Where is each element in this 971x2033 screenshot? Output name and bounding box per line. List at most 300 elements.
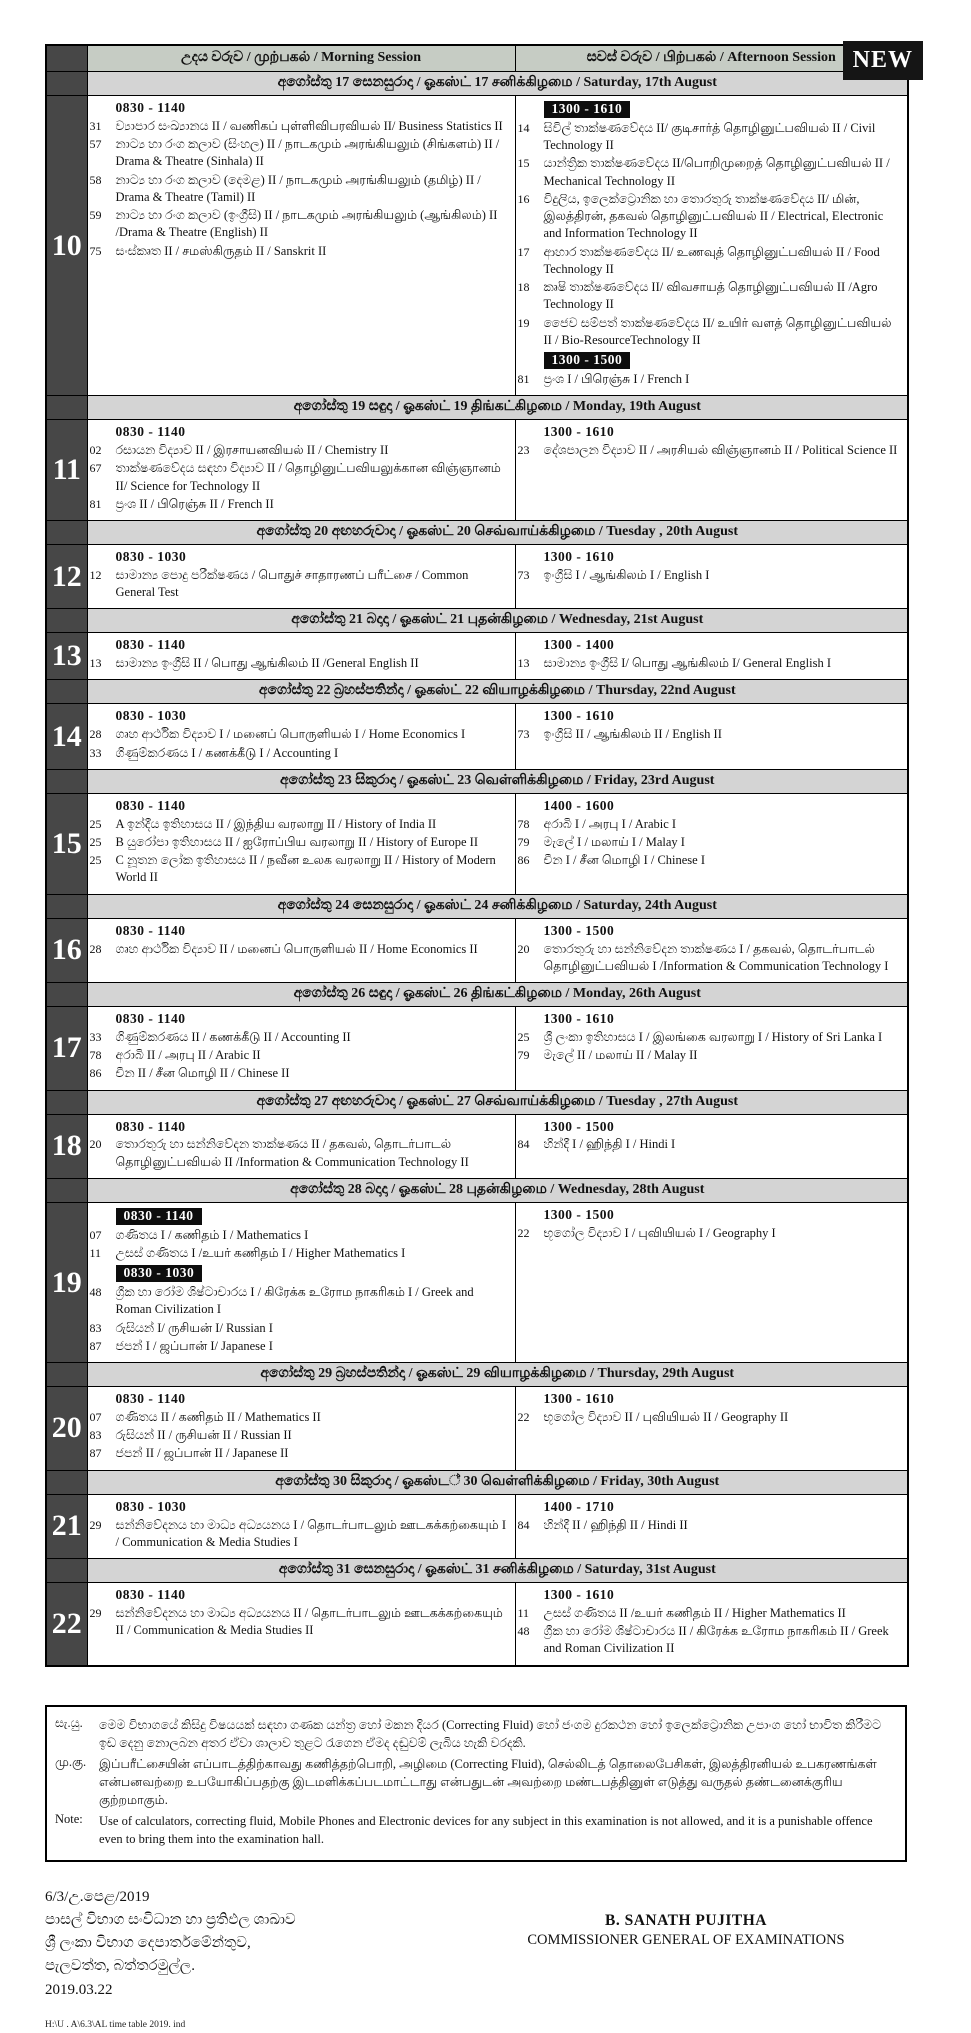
session-time: 1300 - 1610 <box>543 549 615 565</box>
day-number: 21 <box>46 1494 87 1558</box>
subject-name: සංස්කෘත II / சமஸ்கிருதம் II / Sanskrit II <box>115 243 327 258</box>
subject-row <box>517 567 902 584</box>
subject-name: කෘෂි තාක්ෂණවේදය II/ விவசாயத் தொழினுட்பவியல் II /Agro Technology II <box>543 280 878 312</box>
subject-code: 25 <box>89 816 102 831</box>
subject-name: භූගෝල විද්‍යාව II / புவியியல் II / Geography II <box>543 1409 789 1424</box>
signatory-title: COMMISSIONER GENERAL OF EXAMINATIONS <box>527 1931 845 1948</box>
session-time: 1300 - 1610 <box>543 424 615 440</box>
note-text-tamil: இப்பரீட்சையின் எப்பாடத்திற்காவது கணித்தற்பொறி, அழிமை (Correcting Fluid), செல்லிடத் தொலைபேசிகள், இலத்திரனியல் உபகரணங்கள் என்பனவற்றை உபயோகிப்பதற்கு இடமளிக்கப்படமாட்டாது என்பதுடன் அவற்றை மண்டபத்தினுள் எடுத்து வருதல் தண்டனைக்குரிய குற்றமாகும். <box>99 1756 877 1808</box>
subject-row <box>89 442 509 459</box>
day-row <box>46 1494 908 1558</box>
subject-row <box>89 136 509 171</box>
subject-name: චීන I / சீன மொழி I / Chinese I <box>543 853 706 868</box>
date-header: අගෝස්තු 19 සඳුදා / ஓகஸ்ட் 19 திங்கட்கிழமை / Monday, 19th August <box>87 396 908 420</box>
afternoon-cell <box>515 420 908 521</box>
subject-row <box>89 1409 509 1426</box>
subject-row <box>89 1605 509 1640</box>
subject-code: 23 <box>517 443 530 458</box>
footer-left-block <box>45 1886 465 2033</box>
footer <box>45 1886 907 2033</box>
note-row-tamil <box>55 1755 897 1809</box>
subject-row <box>517 120 902 155</box>
subject-name: සන්නිවේදනය හා මාධ්‍ය අධ්‍යයනය I / தொடர்பாடலும் ஊடகக்கற்கையும் I / Communication & Media Studies I <box>115 1517 506 1549</box>
note-label-sinhala: සැ.යු. <box>55 1715 83 1730</box>
session-time: 1300 - 1500 <box>543 1118 615 1134</box>
subject-code: 87 <box>89 1446 102 1461</box>
subject-row <box>517 655 902 672</box>
morning-cell <box>87 545 515 609</box>
day-col-spacer <box>46 45 87 72</box>
subject-code: 86 <box>517 853 530 868</box>
subject-code: 29 <box>89 1517 102 1532</box>
subject-row <box>89 243 509 260</box>
subject-row <box>89 655 509 672</box>
reference-number: 6/3/උ.පෙළ/2019 <box>45 1888 150 1905</box>
date-row <box>46 1559 908 1583</box>
subject-row <box>517 1517 902 1534</box>
morning-cell <box>87 918 515 982</box>
subject-name: නාට්‍ය හා රංග කලාව (සිංහල) II / நாடகமும் அரங்கியலும் (சிங்களம்) II / Drama & Theatre (Sinhala) II <box>115 137 500 169</box>
subject-row <box>517 1409 902 1426</box>
note-text-sinhala: මෙම විභාගයේ කිසිදු විෂයයක් සඳහා ගණක යන්ත්‍ර හෝ මකන දියර (Correcting Fluid) හෝ ජංගම දුරකථන හෝ ඉලෙක්ට්‍රොනික උපාංග හෝ භාවිත කිරීමට ඉඩ දෙනු නොලබන අතර ඒවා ශාලාව තුළට රැගෙන ඒමද දඬුවම් ලැබිය හැකි වරදකි. <box>99 1717 882 1750</box>
subject-name: ජෛව සම්පත් තාක්ෂණවේදය II/ உயிர் வளத் தொழினுட்பவியல் II / Bio-ResourceTechnology II <box>543 315 892 347</box>
date-row <box>46 769 908 793</box>
subject-name: අරාබි II / அரபு II / Arabic II <box>115 1048 261 1063</box>
session-time: 0830 - 1140 <box>116 1208 202 1225</box>
day-number: 13 <box>46 633 87 680</box>
subject-code: 86 <box>89 1066 102 1081</box>
session-time: 1300 - 1610 <box>544 101 631 118</box>
afternoon-cell <box>515 1114 908 1178</box>
subject-row <box>89 567 509 602</box>
day-col-spacer <box>46 396 87 420</box>
session-time: 0830 - 1030 <box>116 1265 203 1282</box>
subject-name: ගණිතය II / கணிதம் II / Mathematics II <box>115 1409 321 1424</box>
session-time: 0830 - 1140 <box>115 637 186 653</box>
subject-code: 73 <box>517 727 530 742</box>
afternoon-cell <box>515 918 908 982</box>
subject-row <box>517 1029 902 1046</box>
signature-block <box>465 1886 907 2033</box>
day-number: 10 <box>46 96 87 396</box>
new-badge: NEW <box>843 41 923 80</box>
subject-row <box>517 1136 902 1153</box>
afternoon-cell <box>515 704 908 769</box>
subject-code: 79 <box>517 1048 530 1063</box>
morning-cell <box>87 1387 515 1471</box>
issue-date: 2019.03.22 <box>45 1981 113 1998</box>
subject-row <box>89 1029 509 1046</box>
date-header: අගෝස්තු 17 සෙනසුරාදා / ஓகஸ்ட் 17 சனிக்கிழமை / Saturday, 17th August <box>87 72 908 96</box>
subject-code: 48 <box>89 1285 102 1300</box>
timetable-body <box>46 45 908 1666</box>
subject-name: ඉංග්‍රීසි I / ஆங்கிலம் I / English I <box>543 567 710 582</box>
subject-code: 22 <box>517 1225 530 1240</box>
subject-row <box>89 460 509 495</box>
date-header: අගෝස්තු 20 අඟහරුවාදා / ஓகஸ்ட் 20 செவ்வாய்க்கிழமை / Tuesday , 20th August <box>87 521 908 545</box>
session-time: 0830 - 1140 <box>115 100 186 115</box>
subject-row <box>89 852 509 887</box>
date-header: අගෝස්තු 22 බ්‍රහස්පතින්දා / ஓகஸ்ட் 22 வியாழக்கிழமை / Thursday, 22nd August <box>87 680 908 704</box>
afternoon-cell <box>515 793 908 894</box>
date-header: අගෝස්තු 30 සිකුරාදා / ஓகஸ்ட් 30 வெள்ளிக்கிழமை / Friday, 30th August <box>87 1470 908 1494</box>
department-name: ශ්‍රී ලංකා විභාග දෙපාර්තමේන්තුව, <box>45 1935 251 1952</box>
subject-name: රුසියන් I/ ருசியன் I/ Russian I <box>115 1320 273 1335</box>
session-time: 0830 - 1030 <box>115 1498 187 1514</box>
subject-row <box>517 834 902 851</box>
subject-name: ජපන් I / ஜப்பான் I/ Japanese I <box>115 1338 273 1353</box>
session-header-row <box>46 45 908 72</box>
session-time: 1300 - 1610 <box>543 708 615 724</box>
day-number: 14 <box>46 704 87 769</box>
subject-row <box>89 496 509 513</box>
subject-name: ගණිතය I / கணிதம் I / Mathematics I <box>115 1227 309 1242</box>
subject-row <box>517 726 902 743</box>
subject-code: 67 <box>89 461 102 476</box>
subject-name: විදුලිය, ඉලෙක්ට්‍රොනික හා තොරතුරු තාක්ෂණවේදය II/ மின், இலத்திரன், தகவல் தொழினுட்பவியல் II / Electrical, Electronic and Information Technology II <box>543 191 884 241</box>
day-number: 19 <box>46 1202 87 1362</box>
day-col-spacer <box>46 1470 87 1494</box>
session-time: 1300 - 1500 <box>543 922 615 938</box>
subject-row <box>89 1445 509 1462</box>
subject-code: 81 <box>89 496 102 511</box>
subject-code: 16 <box>517 191 530 206</box>
subject-code: 19 <box>517 315 530 330</box>
morning-cell <box>87 96 515 396</box>
day-col-spacer <box>46 609 87 633</box>
subject-row <box>517 1047 902 1064</box>
subject-row <box>517 941 902 976</box>
subject-code: 14 <box>517 120 530 135</box>
day-col-spacer <box>46 1090 87 1114</box>
subject-code: 78 <box>517 816 530 831</box>
subject-row <box>89 207 509 242</box>
subject-name: චීන II / சீன மொழி II / Chinese II <box>115 1066 290 1081</box>
day-col-spacer <box>46 680 87 704</box>
note-box <box>45 1705 907 1862</box>
subject-name: රුසියන් II / ருசியன் II / Russian II <box>115 1428 292 1443</box>
session-time: 0830 - 1140 <box>115 424 186 440</box>
subject-name: ව්‍යාපාර සංඛ්‍යානය II / வணிகப் புள்ளிவிபரவியல் II/ Business Statistics II <box>115 118 503 133</box>
subject-code: 15 <box>517 156 530 171</box>
day-row <box>46 793 908 894</box>
afternoon-cell <box>515 545 908 609</box>
date-header: අගෝස්තු 31 සෙනසුරාදා / ஓகஸ்ட் 31 சனிக்கிழமை / Saturday, 31st August <box>87 1559 908 1583</box>
date-row <box>46 609 908 633</box>
date-row <box>46 1470 908 1494</box>
afternoon-cell <box>515 633 908 680</box>
day-row <box>46 633 908 680</box>
subject-row <box>89 816 509 833</box>
subject-name: රසායන විද්‍යාව II / இரசாயனவியல் II / Chemistry II <box>115 443 389 458</box>
subject-row <box>89 834 509 851</box>
subject-code: 48 <box>517 1624 530 1639</box>
date-header: අගෝස්තු 24 සෙනසුරාදා / ஓகஸ்ட் 24 சனிக்கிழமை / Saturday, 24th August <box>87 894 908 918</box>
note-row-sinhala <box>55 1716 897 1752</box>
subject-code: 59 <box>89 208 102 223</box>
note-text-english: Use of calculators, correcting fluid, Mobile Phones and Electronic devices for any subject in this examination is not allowed, and it is a punishable offence even to bring them into the examination hall. <box>99 1814 873 1847</box>
morning-session-header: උදය වරුව / முற்பகல் / Morning Session <box>87 45 515 72</box>
morning-cell <box>87 1202 515 1362</box>
subject-row <box>89 172 509 207</box>
morning-cell <box>87 420 515 521</box>
subject-name: ප්‍රංශ I / பிரெஞ்சு I / French I <box>543 371 690 386</box>
signatory-name: B. SANATH PUJITHA <box>605 1911 767 1929</box>
subject-row <box>517 1623 902 1658</box>
exam-timetable <box>45 44 909 1667</box>
subject-code: 58 <box>89 172 102 187</box>
subject-code: 75 <box>89 243 102 258</box>
subject-code: 28 <box>89 727 102 742</box>
subject-row <box>89 1284 509 1319</box>
afternoon-session-header: සවස් වරුව / பிற்பகல் / Afternoon Session <box>515 45 908 72</box>
subject-name: දේශපාලන විද්‍යාව II / அரசியல் விஞ்ஞானம் II / Political Science II <box>543 443 898 458</box>
subject-code: 33 <box>89 745 102 760</box>
subject-name: C නූතන ලෝක ඉතිහාසය II / நவீன உலக வரலாறு II / History of Modern World II <box>115 853 496 885</box>
subject-row <box>89 1047 509 1064</box>
day-row <box>46 1387 908 1471</box>
subject-row <box>517 155 902 190</box>
subject-row <box>517 442 902 459</box>
date-row <box>46 894 908 918</box>
subject-row <box>89 1427 509 1444</box>
subject-code: 18 <box>517 280 530 295</box>
date-row <box>46 1363 908 1387</box>
session-time: 0830 - 1140 <box>115 1391 186 1407</box>
subject-code: 57 <box>89 137 102 152</box>
subject-code: 87 <box>89 1338 102 1353</box>
day-number: 18 <box>46 1114 87 1178</box>
day-col-spacer <box>46 1559 87 1583</box>
subject-name: ගිණුම්කරණය II / கணக்கீடு II / Accounting II <box>115 1029 351 1044</box>
day-row <box>46 1583 908 1666</box>
subject-row <box>517 816 902 833</box>
day-col-spacer <box>46 521 87 545</box>
subject-row <box>89 1227 509 1244</box>
afternoon-cell <box>515 1387 908 1471</box>
morning-cell <box>87 793 515 894</box>
subject-name: ගෘහ ආර්ථික විද්‍යාව I / மனைப் பொருளியல் I / Home Economics I <box>115 727 466 742</box>
subject-name: A ඉන්දීය ඉතිහාසය II / இந்திய வரலாறு II / History of India II <box>115 816 437 831</box>
subject-name: ඉංග්‍රීසි II / ஆங்கிலம் II / English II <box>543 727 722 742</box>
subject-name: සිවිල් තාක්ෂණවේදය II/ குடிசார்த் தொழினுட்பவியல் II / Civil Technology II <box>543 120 876 153</box>
day-col-spacer <box>46 894 87 918</box>
session-time: 0830 - 1030 <box>115 549 187 565</box>
day-number: 20 <box>46 1387 87 1471</box>
date-header: අගෝස්තු 29 බ්‍රහස්පතින්දා / ஓகஸ்ட் 29 வியாழக்கிழமை / Thursday, 29th August <box>87 1363 908 1387</box>
subject-code: 20 <box>89 1137 102 1152</box>
session-time: 0830 - 1140 <box>115 1118 186 1134</box>
session-time: 1300 - 1610 <box>543 1587 615 1603</box>
subject-name: ආහාර තාක්ෂණවේදය II/ உணவுத் தொழினுட்பவியல் II / Food Technology II <box>543 244 880 276</box>
subject-code: 33 <box>89 1029 102 1044</box>
subject-name: සාමාන්‍ය ඉංග්‍රීසි II / பொது ஆங்கிலம் II /General English II <box>115 656 419 671</box>
morning-cell <box>87 633 515 680</box>
session-time: 1300 - 1610 <box>543 1391 615 1407</box>
subject-code: 28 <box>89 941 102 956</box>
subject-code: 11 <box>517 1605 530 1620</box>
timetable-wrapper <box>45 44 913 1667</box>
date-header: අගෝස්තු 23 සිකුරාදා / ஓகஸ்ட் 23 வெள்ளிக்கிழமை / Friday, 23rd August <box>87 769 908 793</box>
day-number: 11 <box>46 420 87 521</box>
date-header: අගෝස්තු 27 අඟහරුවාදා / ஓகஸ்ட் 27 செவ்வாய்க்கிழமை / Tuesday , 27th August <box>87 1090 908 1114</box>
subject-name: තොරතුරු හා සන්නිවේදන තාක්ෂණය II / தகவல், தொடர்பாடல் தொழினுட்பவியல் II /Information & Communication Technology II <box>115 1137 469 1169</box>
subject-row <box>89 726 509 743</box>
day-col-spacer <box>46 72 87 96</box>
subject-code: 81 <box>517 371 530 386</box>
subject-row <box>89 1065 509 1082</box>
subject-code: 20 <box>517 941 530 956</box>
session-time: 1300 - 1500 <box>544 352 631 369</box>
subject-row <box>89 1338 509 1355</box>
day-row <box>46 704 908 769</box>
subject-code: 13 <box>517 656 530 671</box>
subject-row <box>517 315 902 350</box>
date-row <box>46 521 908 545</box>
day-row <box>46 1202 908 1362</box>
session-time: 1300 - 1400 <box>543 637 615 653</box>
date-row <box>46 983 908 1007</box>
date-row <box>46 72 908 96</box>
day-col-spacer <box>46 1363 87 1387</box>
day-number: 17 <box>46 1007 87 1091</box>
day-col-spacer <box>46 1178 87 1202</box>
day-col-spacer <box>46 983 87 1007</box>
day-row <box>46 420 908 521</box>
subject-code: 07 <box>89 1227 102 1242</box>
subject-name: ජපන් II / ஜப்பான் II / Japanese II <box>115 1446 289 1461</box>
day-number: 22 <box>46 1583 87 1666</box>
afternoon-cell <box>515 1583 908 1666</box>
subject-name: හින්දී I / ஹிந்தி I / Hindi I <box>543 1137 676 1152</box>
note-label-tamil: மு.கு. <box>55 1754 87 1769</box>
day-number: 16 <box>46 918 87 982</box>
subject-code: 11 <box>89 1246 102 1261</box>
morning-cell <box>87 704 515 769</box>
subject-code: 25 <box>89 834 102 849</box>
morning-cell <box>87 1114 515 1178</box>
subject-code: 84 <box>517 1517 530 1532</box>
date-row <box>46 1090 908 1114</box>
session-time: 1300 - 1500 <box>543 1206 615 1222</box>
subject-code: 22 <box>517 1409 530 1424</box>
subject-name: තොරතුරු හා සන්නිවේදන තාක්ෂණය I / தகவல், தொடர்பாடல் தொழினுட்பவியல் I /Information & Communication Technology I <box>543 941 889 973</box>
subject-name: නාට්‍ය හා රංග කලාව (ඉංග්‍රීසි) II / நாடகமும் அரங்கியலும் (ஆங்கிலம்) II /Drama & Theatre (English) II <box>115 208 498 240</box>
subject-row <box>89 1517 509 1552</box>
afternoon-cell <box>515 96 908 396</box>
subject-code: 13 <box>89 656 102 671</box>
date-row <box>46 396 908 420</box>
subject-code: 29 <box>89 1605 102 1620</box>
subject-name: ශ්‍රී ලංකා ඉතිහාසය I / இலங்கை வரலாறு I / History of Sri Lanka I <box>543 1029 883 1044</box>
subject-row <box>517 852 902 869</box>
subject-code: 17 <box>517 244 530 259</box>
subject-name: යාන්ත්‍රික තාක්ෂණවේදය II/பொறிமுறைத் தொழினுட்பவியல் II / Mechanical Technology II <box>543 156 890 188</box>
afternoon-cell <box>515 1007 908 1091</box>
day-row <box>46 96 908 396</box>
subject-code: 83 <box>89 1320 102 1335</box>
session-time: 1400 - 1710 <box>543 1498 615 1514</box>
subject-name: අරාබි I / அரபு I / Arabic I <box>543 816 677 831</box>
subject-name: සන්නිවේදනය හා මාධ්‍ය අධ්‍යයනය II / தொடர்பாடலும் ஊடகக்கற்கையும் II / Communication & Media Studies II <box>115 1605 503 1638</box>
day-row <box>46 545 908 609</box>
subject-code: 12 <box>89 567 102 582</box>
afternoon-cell <box>515 1202 908 1362</box>
subject-name: සාමාන්‍ය පොදු පරීක්ෂණය / பொதுச் சாதாரணப் பரீட்சை / Common General Test <box>115 567 469 600</box>
address-line: පැලවත්ත, බත්තරමුල්ල. <box>45 1958 196 1975</box>
subject-row <box>517 244 902 279</box>
subject-code: 25 <box>89 853 102 868</box>
session-time: 0830 - 1140 <box>115 1587 186 1603</box>
subject-name: සාමාන්‍ය ඉංග්‍රීසි I/ பொது ஆங்கிலம் I/ General English I <box>543 656 832 671</box>
session-time: 0830 - 1030 <box>115 708 187 724</box>
subject-name: ගිණුම්කරණය I / கணக்கீடு I / Accounting I <box>115 745 339 760</box>
subject-name: ගෘහ ආර්ථික විද්‍යාව II / மனைப் பொருளியல் II / Home Economics II <box>115 941 478 956</box>
date-row <box>46 1178 908 1202</box>
session-time: 0830 - 1140 <box>115 922 186 938</box>
note-row-english <box>55 1812 897 1848</box>
subject-name: තාක්ෂණවේදය සඳහා විද්‍යාව II / தொழினுட்பவியலுக்கான விஞ்ஞானம் II/ Science for Technology II <box>115 461 501 493</box>
subject-name: නාට්‍ය හා රංග කලාව (දෙමළ) II / நாடகமும் அரங்கியலும் (தமிழ்) II / Drama & Theatre (Tamil) II <box>115 172 481 204</box>
afternoon-cell <box>515 1494 908 1558</box>
subject-name: උසස් ගණිතය II /உயர் கணிதம் II / Higher Mathematics II <box>543 1605 846 1620</box>
subject-row <box>517 371 902 388</box>
day-row <box>46 918 908 982</box>
branch-name: පාසල් විභාග සංවිධාන හා ප්‍රතිඵල ශාඛාව <box>45 1911 296 1928</box>
subject-code: 78 <box>89 1048 102 1063</box>
day-row <box>46 1007 908 1091</box>
subject-code: 83 <box>89 1428 102 1443</box>
session-time: 1300 - 1610 <box>543 1011 615 1026</box>
subject-code: 02 <box>89 443 102 458</box>
date-header: අගෝස්තු 26 සඳුදා / ஓகஸ்ட் 26 திங்கட்கிழமை / Monday, 26th August <box>87 983 908 1007</box>
date-row <box>46 680 908 704</box>
subject-row <box>517 1225 902 1242</box>
subject-row <box>89 941 509 958</box>
subject-code: 79 <box>517 834 530 849</box>
morning-cell <box>87 1007 515 1091</box>
day-number: 12 <box>46 545 87 609</box>
subject-row <box>89 1136 509 1171</box>
subject-name: මැලේ I / மலாய் I / Malay I <box>543 834 685 849</box>
file-path: H:\U . A\6.3\AL time table 2019. ind <box>45 2019 186 2030</box>
date-header: අගෝස්තු 21 බදාදා / ஓகஸ்ட் 21 புதன்கிழமை / Wednesday, 21st August <box>87 609 908 633</box>
subject-name: ග්‍රීක හා රෝම ශිෂ්ටාචාරය I / கிரேக்க உரோம நாகரிகம் I / Greek and Roman Civilization I <box>115 1285 474 1317</box>
subject-code: 84 <box>517 1137 530 1152</box>
subject-row <box>517 279 902 314</box>
subject-code: 25 <box>517 1029 530 1044</box>
subject-name: උසස් ගණිතය I /உயர் கணிதம் I / Higher Mathematics I <box>115 1246 406 1261</box>
subject-row <box>517 1605 902 1622</box>
subject-name: ග්‍රීක හා රෝම ශිෂ්ටාචාරය II / கிரேக்க உரோம நாகரிகம் II / Greek and Roman Civilization II <box>543 1624 889 1656</box>
note-label-english: Note: <box>55 1812 83 1827</box>
subject-row <box>517 191 902 243</box>
subject-name: භූගෝල විද්‍යාව I / புவியியல் I / Geography I <box>543 1225 776 1240</box>
subject-name: ප්‍රංශ II / பிரெஞ்சு II / French II <box>115 496 274 511</box>
day-number: 15 <box>46 793 87 894</box>
morning-cell <box>87 1583 515 1666</box>
day-row <box>46 1114 908 1178</box>
day-col-spacer <box>46 769 87 793</box>
morning-cell <box>87 1494 515 1558</box>
subject-row <box>89 1245 509 1262</box>
subject-code: 07 <box>89 1409 102 1424</box>
session-time: 1400 - 1600 <box>543 797 615 813</box>
subject-name: මැලේ II / மலாய் II / Malay II <box>543 1048 698 1063</box>
session-time: 0830 - 1140 <box>115 1011 186 1026</box>
date-header: අගෝස්තු 28 බදාදා / ஓகஸ்ட் 28 புதன்கிழமை / Wednesday, 28th August <box>87 1178 908 1202</box>
subject-code: 31 <box>89 118 102 133</box>
